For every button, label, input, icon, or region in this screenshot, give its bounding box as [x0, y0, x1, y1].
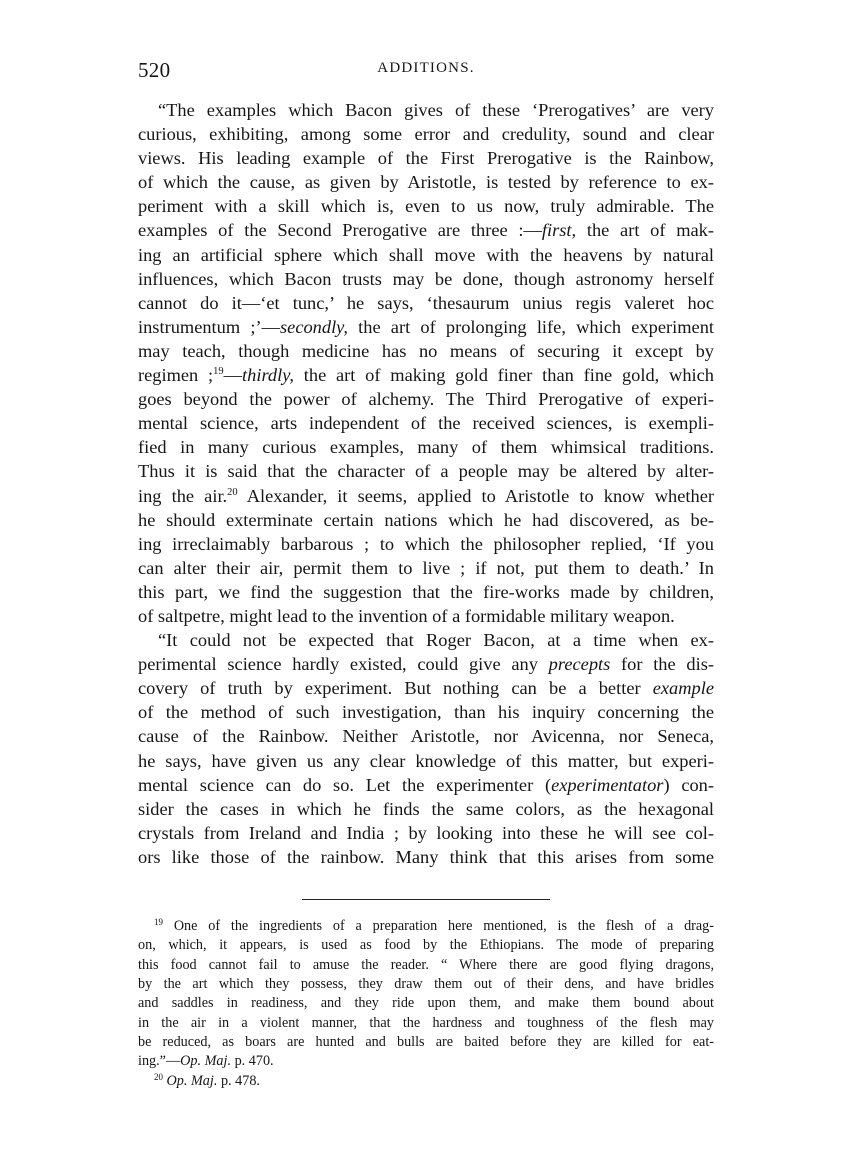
text-segment: One of the ingredients of a preparation here mentioned, is the flesh of a drag- — [163, 918, 714, 934]
italic-text: secondly, — [280, 316, 348, 337]
text-line: cause of the Rainbow. Neither Aristotle, nor Avicenna, nor Seneca, — [138, 726, 714, 747]
text-line: influences, which Bacon trusts may be done, though astronomy herself — [138, 268, 714, 289]
text-line: he says, have given us any clear knowledge of this matter, but experi- — [138, 750, 714, 771]
footnote-marker: 19 — [154, 917, 163, 927]
footnote-line — [138, 1052, 714, 1071]
text-line: of the method of such investigation, than his inquiry concerning the — [138, 702, 714, 723]
page-header — [138, 58, 714, 82]
text-segment: p. 470. — [231, 1053, 274, 1070]
text-line: of saltpetre, might lead to the invention of a formidable military weapon. — [138, 605, 675, 626]
italic-text: thirdly, — [242, 365, 294, 386]
text-line: ing an artificial sphere which shall move with the heavens by natural — [138, 244, 714, 265]
page-number: 520 — [138, 58, 171, 82]
body-text — [138, 98, 714, 869]
text-line: can alter their air, permit them to live ; if not, put them to death.’ In — [138, 557, 714, 578]
text-segment: ) con- — [663, 774, 715, 795]
text-segment: — — [223, 365, 243, 386]
footnote-line: this food cannot fail to amuse the reader. “ Where there are good flying dragons, — [138, 956, 714, 973]
text-segment: p. 478. — [217, 1072, 260, 1089]
text-line — [138, 652, 714, 676]
text-line: ing irreclaimably barbarous ; to which the philosopher replied, ‘If you — [138, 533, 714, 554]
text-segment: the art of making gold finer than fine gold, which — [293, 365, 714, 386]
text-line: periment with a skill which is, even to us now, truly admirable. The — [138, 196, 714, 217]
text-segment: Alexander, it seems, applied to Aristotle to know whether — [237, 485, 714, 506]
text-segment: the art of mak- — [576, 220, 714, 241]
italic-text: Op. Maj. — [166, 1072, 218, 1089]
footnote-ref-19[interactable]: 19 — [213, 366, 224, 378]
text-line — [138, 773, 714, 797]
text-line: “It could not be expected that Roger Bacon, at a time when ex- — [158, 630, 714, 651]
text-segment: covery of truth by experiment. But nothing can be a better — [138, 678, 653, 699]
text-line: views. His leading example of the First Prerogative is the Rainbow, — [138, 148, 714, 169]
text-line: sider the cases in which he finds the same colors, as the hexagonal — [138, 798, 714, 819]
footnote-marker: 20 — [154, 1071, 163, 1082]
text-segment: instrumentum ;’— — [138, 316, 280, 337]
text-line: he should exterminate certain nations which he had discovered, as be- — [138, 509, 714, 530]
italic-text: first, — [541, 220, 577, 241]
text-line: mental science, arts independent of the received sciences, is exempli- — [138, 413, 714, 434]
italic-text: precepts — [548, 654, 611, 675]
footnote-line: in the air in a violent manner, that the hardness and toughness of the flesh may — [138, 1014, 714, 1031]
footnote-divider — [302, 899, 550, 900]
footnote-line: and saddles in readiness, and they ride upon them, and make them bound about — [138, 995, 714, 1012]
text-line — [138, 218, 714, 242]
footnote-line: be reduced, as boars are hunted and bulls are baited before they are killed for eat- — [138, 1034, 714, 1051]
text-line — [138, 676, 714, 700]
text-segment: ing.”— — [138, 1053, 181, 1070]
italic-text: experimentator — [551, 774, 664, 795]
text-line: “The examples which Bacon gives of these ‘Prerogatives’ are very — [158, 100, 714, 120]
running-head: ADDITIONS. — [377, 60, 475, 76]
footnote-line — [138, 917, 714, 936]
text-line: cannot do it—‘et tunc,’ he says, ‘thesaurum unius regis valeret hoc — [138, 292, 714, 313]
text-segment: regimen ; — [138, 365, 214, 386]
footnote-line: by the art which they possess, they draw them out of their dens, and have bridles — [138, 976, 714, 993]
text-segment: mental science can do so. Let the experimenter ( — [138, 774, 552, 795]
italic-text: example — [652, 678, 714, 699]
text-line — [138, 484, 714, 508]
footnote-line — [138, 1072, 714, 1091]
text-line: ors like those of the rainbow. Many think that this arises from some — [138, 846, 714, 867]
text-line — [138, 363, 714, 387]
text-line: crystals from Ireland and India ; by looking into these he will see col- — [138, 822, 714, 843]
text-line: goes beyond the power of alchemy. The Third Prerogative of experi- — [138, 389, 714, 410]
text-line — [138, 315, 714, 339]
footnote-ref-20[interactable]: 20 — [227, 486, 238, 498]
footnote-20 — [138, 1072, 714, 1091]
text-segment: perimental science hardly existed, could give any — [138, 654, 538, 675]
footnotes — [138, 917, 714, 1091]
text-segment: the art of prolonging life, which experiment — [347, 316, 714, 337]
text-line: may teach, though medicine has no means of securing it except by — [138, 340, 714, 361]
italic-text: Op. Maj. — [180, 1053, 232, 1070]
paragraph-2 — [138, 628, 714, 869]
text-segment: ing the air. — [138, 485, 228, 506]
text-line: this part, we find the suggestion that the fire-works made by children, — [138, 581, 714, 602]
footnote-line: on, which, it appears, is used as food by the Ethiopians. The mode of preparing — [138, 937, 714, 954]
text-line: fied in many curious examples, many of them whimsical traditions. — [138, 437, 714, 458]
text-segment: for the dis- — [610, 654, 714, 675]
paragraph-1 — [138, 98, 714, 628]
footnote-19 — [138, 917, 714, 1072]
text-line: curious, exhibiting, among some error and credulity, sound and clear — [138, 124, 714, 145]
text-line: Thus it is said that the character of a people may be altered by alter- — [138, 461, 714, 482]
text-segment: examples of the Second Prerogative are three :— — [138, 220, 542, 241]
text-line: of which the cause, as given by Aristotle, is tested by reference to ex- — [138, 172, 714, 193]
